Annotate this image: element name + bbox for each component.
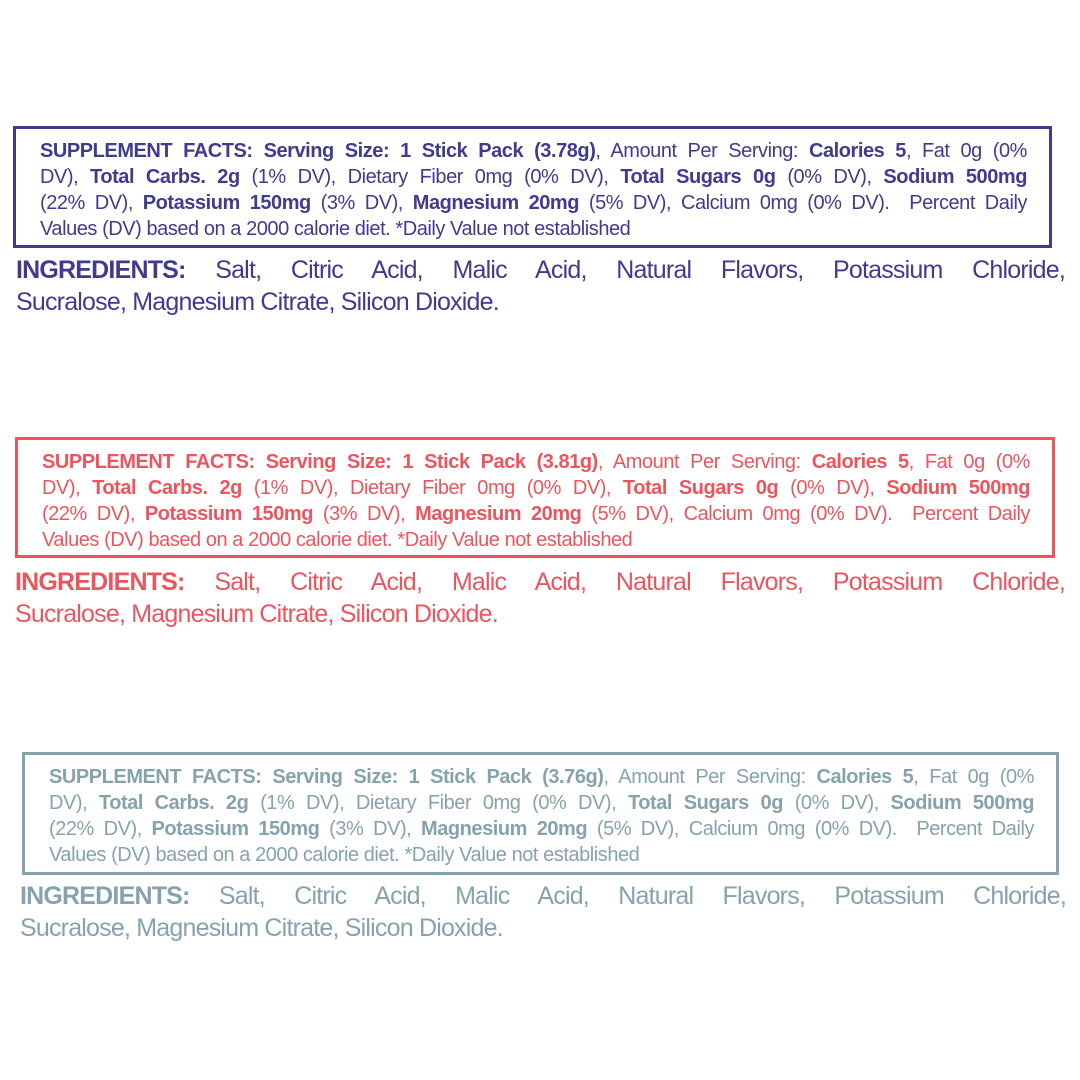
facts-bold-segment: Magnesium 20mg <box>421 818 588 840</box>
supplement-facts-box <box>15 437 1055 558</box>
facts-bold-segment: Magnesium 20mg <box>415 503 582 525</box>
facts-bold-segment: SUPPLEMENT FACTS: Serving Size: 1 Stick Pack (3.81g) <box>42 451 598 473</box>
facts-bold-segment: SUPPLEMENT FACTS: Serving Size: 1 Stick Pack (3.78g) <box>40 140 596 162</box>
ingredients-segment: Salt, Citric Acid, Malic Acid, Natural Flavors, Potassium Chloride, <box>184 568 1065 596</box>
facts-line <box>49 842 1034 868</box>
facts-line <box>42 475 1030 501</box>
supplement-facts-text <box>16 129 1049 242</box>
facts-segment: Values (DV) based on a 2000 calorie diet. *Daily Value not established <box>49 844 640 866</box>
facts-segment: (3% DV), <box>319 818 422 840</box>
facts-line <box>42 449 1030 475</box>
facts-segment: (3% DV), <box>313 503 416 525</box>
facts-bold-segment: Sodium 500mg <box>886 477 1030 499</box>
ingredients-paragraph <box>15 566 1065 630</box>
ingredients-line <box>20 880 1066 912</box>
facts-line <box>40 138 1027 164</box>
supplement-facts-box <box>22 752 1059 875</box>
facts-segment: , Fat 0g (0% <box>913 766 1034 788</box>
facts-segment: , Amount Per Serving: <box>595 140 809 162</box>
facts-segment: , Fat 0g (0% <box>908 451 1030 473</box>
facts-segment: (1% DV), Dietary Fiber 0mg (0% DV), <box>241 477 623 499</box>
facts-bold-segment: Calories 5 <box>811 451 909 473</box>
facts-bold-segment: Total Carbs. 2g <box>92 477 242 499</box>
facts-bold-segment: SUPPLEMENT FACTS: Serving Size: 1 Stick Pack (3.76g) <box>49 766 604 788</box>
facts-bold-segment: Potassium 150mg <box>144 503 314 525</box>
ingredients-line <box>15 598 1065 630</box>
facts-bold-segment: Total Carbs. 2g <box>98 792 249 814</box>
facts-line <box>49 764 1034 790</box>
facts-bold-segment: Calories 5 <box>816 766 914 788</box>
facts-segment: (1% DV), Dietary Fiber 0mg (0% DV), <box>248 792 628 814</box>
facts-segment: (22% DV), <box>40 192 143 214</box>
supplement-facts-text <box>18 440 1052 553</box>
facts-segment: (0% DV), <box>782 792 891 814</box>
facts-segment: (5% DV), Calcium 0mg (0% DV). Percent Daily <box>587 818 1034 840</box>
ingredients-label: INGREDIENTS: <box>15 568 185 596</box>
ingredients-line <box>15 566 1065 598</box>
facts-bold-segment: Total Sugars 0g <box>622 477 779 499</box>
facts-segment: (5% DV), Calcium 0mg (0% DV). Percent Daily <box>581 503 1030 525</box>
facts-bold-segment: Potassium 150mg <box>151 818 320 840</box>
facts-segment: DV), <box>49 792 99 814</box>
facts-bold-segment: Calories 5 <box>808 140 906 162</box>
facts-line <box>49 816 1034 842</box>
facts-segment: DV), <box>42 477 93 499</box>
facts-bold-segment: Total Carbs. 2g <box>90 166 240 188</box>
ingredients-line <box>20 912 1066 944</box>
facts-line <box>42 527 1030 553</box>
ingredients-segment: Sucralose, Magnesium Citrate, Silicon Dioxide. <box>16 288 499 316</box>
ingredients-label: INGREDIENTS: <box>20 882 190 910</box>
facts-segment: , Amount Per Serving: <box>597 451 812 473</box>
facts-bold-segment: Magnesium 20mg <box>412 192 580 214</box>
facts-bold-segment: Total Sugars 0g <box>620 166 776 188</box>
facts-segment: (22% DV), <box>42 503 145 525</box>
ingredients-segment: Sucralose, Magnesium Citrate, Silicon Dioxide. <box>20 914 503 942</box>
supplement-facts-text <box>25 755 1056 868</box>
ingredients-label: INGREDIENTS: <box>16 256 186 284</box>
supplement-facts-box <box>13 126 1052 248</box>
ingredients-line <box>16 286 1065 318</box>
facts-bold-segment: Sodium 500mg <box>883 166 1027 188</box>
facts-line <box>42 501 1030 527</box>
facts-segment: , Fat 0g (0% <box>905 140 1027 162</box>
facts-bold-segment: Potassium 150mg <box>142 192 311 214</box>
facts-line <box>40 190 1027 216</box>
facts-segment: (0% DV), <box>775 166 884 188</box>
ingredients-segment: Sucralose, Magnesium Citrate, Silicon Dioxide. <box>15 600 498 628</box>
facts-segment: Values (DV) based on a 2000 calorie diet. *Daily Value not established <box>42 529 633 551</box>
ingredients-line <box>16 254 1065 286</box>
facts-bold-segment: Sodium 500mg <box>890 792 1034 814</box>
ingredients-paragraph <box>20 880 1066 944</box>
facts-segment: Values (DV) based on a 2000 calorie diet. *Daily Value not established <box>40 218 631 240</box>
facts-segment: (0% DV), <box>778 477 887 499</box>
facts-segment: (22% DV), <box>49 818 152 840</box>
facts-segment: (5% DV), Calcium 0mg (0% DV). Percent Daily <box>579 192 1027 214</box>
facts-segment: (1% DV), Dietary Fiber 0mg (0% DV), <box>239 166 621 188</box>
facts-segment: (3% DV), <box>310 192 413 214</box>
ingredients-segment: Salt, Citric Acid, Malic Acid, Natural Flavors, Potassium Chloride, <box>189 882 1066 910</box>
facts-bold-segment: Total Sugars 0g <box>627 792 783 814</box>
facts-line <box>49 790 1034 816</box>
facts-line <box>40 164 1027 190</box>
ingredients-paragraph <box>16 254 1065 318</box>
facts-segment: , Amount Per Serving: <box>603 766 817 788</box>
facts-segment: DV), <box>40 166 91 188</box>
ingredients-segment: Salt, Citric Acid, Malic Acid, Natural Flavors, Potassium Chloride, <box>185 256 1065 284</box>
facts-line <box>40 216 1027 242</box>
